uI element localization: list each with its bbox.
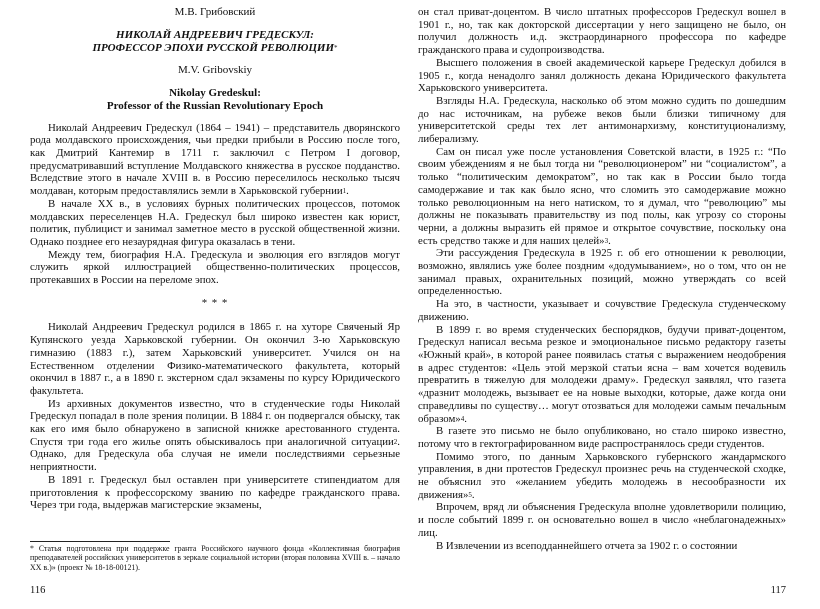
page-number-right: 117 (770, 585, 786, 596)
title-footnote-mark: * (334, 43, 338, 52)
paragraph: Помимо этого, по данным Харьковского губернского жандармского управления, в дни протестов Гредескул произнес речь на студенческой сходке, не объяснил это «желанием убедить молодежь в несообразности их движения»$^5$. (418, 450, 786, 501)
title-en-line-2: Professor of the Russian Revolutionary Epoch (106, 99, 324, 112)
paragraph: Николай Андреевич Гредескул (1864 – 1941) – представитель дворянского рода молдавского происхождения, чьи предки прибыли в Россию после того, как Дмитрий Кантемир в 1711 г. заключил с Петром I договор, предусматривавший вступление Молдавского княжества в русское подданство. Вследствие этого в начале XVIII в. в Россию переселилось несколько тысяч молдаван, которым предоставлялись земли в Харьковской губернии$^1$. (30, 121, 400, 198)
footnote-ref: 2 (393, 437, 398, 446)
title-line-2: ПРОФЕССОР ЭПОХИ РУССКОЙ РЕВОЛЮЦИИ (92, 41, 335, 54)
footnote-ref: 1 (342, 187, 347, 196)
paragraph: В Извлечении из всеподданнейшего отчета за 1902 г. о состоянии (436, 539, 738, 552)
footnote-rule (30, 541, 170, 542)
paragraph: Взгляды Н.А. Гредескула, насколько об этом можно судить по дошедшим до нас источникам, на рубеже веков были близки типичному для университетской среды тех лет антимонархизму, конституционализму, либерализму. (418, 94, 786, 146)
paragraph: Высшего положения в своей академической карьере Гредескул добился в 1905 г., когда ненадолго занял должность декана Юридического факультета Харьковского университета. (418, 56, 786, 95)
paragraph: В газете это письмо не было опубликовано, но стало широко известно, потому что в гектографированном виде распространялось среди студентов. (418, 425, 786, 450)
paragraph: Из архивных документов известно, что в студенческие годы Николай Гредескул попадал в поле зрения полиции. В 1884 г. он подвергался обыску, так как его имя было обнаружено в записной книжке арестованного студента. Спустя три года его жилье опять обыскивалось при аналогичной ситуации$^2$. Однако, для Гредескула оба случая не имели последствиями серьезные неприятности. (30, 397, 400, 474)
paragraph: Сам он писал уже после установления Советской власти, в 1925 г.: “По своим убеждениям я не был тогда ни “революционером” ни “социалистом”, а только “политическим демократом”, но так как в России было тогда самодержавие и так как было ясно, что сломить это самодержавие можно только революционным на него натиском, то я думал, что “революцию” мы должны не показывать правительству из под полы, как угрозу со стороны черни, а должны выразить ей прямое и открытое сочувствие, поскольку она есть средство также и для наших целей»$^3$. (418, 145, 786, 247)
paragraph: Впрочем, вряд ли объяснения Гредескула вполне удовлетворили полицию, и после событий 1899 г. он основательно вошел в число «неблагонадежных» лиц. (418, 501, 786, 539)
footnote-ref: 3 (604, 236, 609, 245)
footnote-ref: 4 (460, 414, 465, 423)
title-line-1: НИКОЛАЙ АНДРЕЕВИЧ ГРЕДЕСКУЛ: (116, 28, 314, 41)
paragraph: Между тем, биография Н.А. Гредескула и эволюция его взглядов могут служить яркой иллюстрацией общественно-политических процессов, протекавших в России на переломе эпох. (30, 248, 400, 287)
paragraph: В 1891 г. Гредескул был оставлен при университете стипендиатом для приготовления к профессорскому званию по кафедре гражданского права. Через три года, выдержав магистерские экзамены, (30, 473, 400, 512)
right-column (418, 6, 786, 552)
article-title (30, 29, 400, 55)
paragraph: Эти рассуждения Гредескула в 1925 г. об его отношении к революции, возможно, являлись уже более поздним «додумыванием», но о том, что он не занимал правых, охранительных позиций, можно утверждать со всей определенностью. (418, 247, 786, 298)
page-number-left: 116 (30, 585, 46, 596)
paragraph: В 1899 г. во время студенческих беспорядков, будучи приват-доцентом, Гредескул написал весьма резкое и эмоциональное письмо редактору газеты «Южный край», в которой ранее появилась статья с выражением неодобрения в адрес студентов: «Цель этой мерзкой статьи ясна – вам хочется водевиль превратить в тяжелую для молодежи драму». Гредескул заявлял, что газета «дразнит молодежь, вызывает ее на новые выходки, которые, даже когда они справедливы по существу… могут отозваться для молодежи самым печальным образом»$^4$. (418, 323, 786, 425)
article-title-en (30, 87, 400, 113)
paragraph: Николай Андреевич Гредескул родился в 1865 г. на хуторе Свяченый Яр Купянского уезда Харьковской губернии. Он окончил 3-ю Харьковскую гимназию (1883 г.), затем Харьковский университет. Учился он на Естественном отделении Физико-математического факультета, который окончил в 1887 г., а в 1890 г. экстерном сдал экзамены по курсу Юридического факультета. (30, 321, 400, 397)
footnote-ref: 5 (468, 490, 472, 499)
article-author-en: M.V. Gribovskiy (177, 64, 253, 77)
left-column (30, 6, 400, 512)
article-author: М.В. Грибовский (174, 6, 256, 18)
paragraph: В начале XX в., в условиях бурных политических процессов, потомок молдавских переселенцев Н.А. Гредескул был широко известен как юрист, политик, публицист и занимал заметное место в русской общественной жизни. Однако позднее его незаурядная фигура оказалась в тени. (30, 197, 400, 248)
title-en-line-1: Nikolay Gredeskul: (169, 87, 261, 99)
right-page (410, 0, 820, 609)
footnote: * Статья подготовлена при поддержке гранта Российского научного фонда «Коллективная биография преподавателей российских университетов в зеркале социальной истории (вторая половина XVIII в. – начало XX в.)» (проект № 18-18-00121). (30, 544, 400, 572)
section-separator: * * * (201, 296, 229, 309)
paragraph: он стал приват-доцентом. В число штатных профессоров Гредескул вошел в 1901 г., но, так как докторской диссертации у него защищено не было, он получил должность и.д. экстраординарного профессора по кафедре гражданского права и судопроизводства. (418, 6, 786, 57)
paragraph: На это, в частности, указывает и сочувствие Гредескула студенческому движению. (418, 298, 786, 323)
